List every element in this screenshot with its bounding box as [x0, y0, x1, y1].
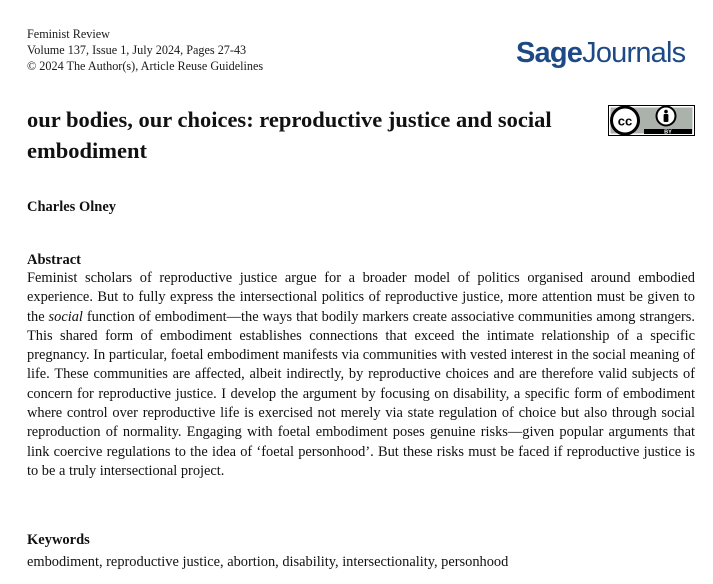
journal-meta — [27, 26, 263, 74]
volume-info: Volume 137, Issue 1, July 2024, Pages 27-43 — [27, 43, 247, 57]
article-title: our bodies, our choices: reproductive justice and social embodiment — [27, 107, 552, 163]
cc-icon-label: cc — [617, 113, 633, 129]
author-name[interactable]: Charles Olney — [27, 199, 117, 215]
copyright-info[interactable]: © 2024 The Author(s), Article Reuse Guidelines — [27, 59, 264, 73]
journal-name: Feminist Review — [27, 27, 110, 41]
logo-sage-text: Sage — [516, 37, 583, 69]
abstract-heading: Abstract — [27, 252, 81, 268]
sage-journals-logo[interactable] — [516, 33, 685, 73]
abstract-text — [27, 269, 695, 481]
keywords-heading: Keywords — [27, 532, 90, 548]
keywords-list: embodiment, reproductive justice, abortion, disability, intersectionality, personhood — [27, 554, 509, 570]
abstract-part-1: Feminist scholars of reproductive justice argue for a broader model of politics organised around embodied experience. But to fully express the intersectional politics of reproductive justice, more attention must be given to the — [27, 270, 695, 325]
by-label: BY — [664, 129, 672, 136]
abstract-part-2: function of embodiment—the ways that bodily markers create associative communities among strangers. This shared form of embodiment establishes connections that exceed the intimate relationship of a specific pregnancy. In particular, foetal embodiment manifests via communities with vested interest in the social meaning of life. These communities are affected, albeit indirectly, by reproductive choices and are therefore valid subjects of concern for reproductive justice. I develop the argument by focusing on disability, a specific form of embodiment where control over reproductive life is exercised not merely via state regulation of choice but also through social reproduction of normality. Engaging with foetal embodiment poses genuine risks—given popular arguments that link coercive regulations to the idea of ‘foetal personhood’. But these risks must be faced if reproductive justice is to be a truly intersectional project. — [27, 308, 695, 479]
abstract-emphasis: social — [48, 308, 83, 325]
cc-by-license-badge[interactable] — [608, 105, 695, 136]
logo-journals-text: Journals — [582, 37, 686, 69]
